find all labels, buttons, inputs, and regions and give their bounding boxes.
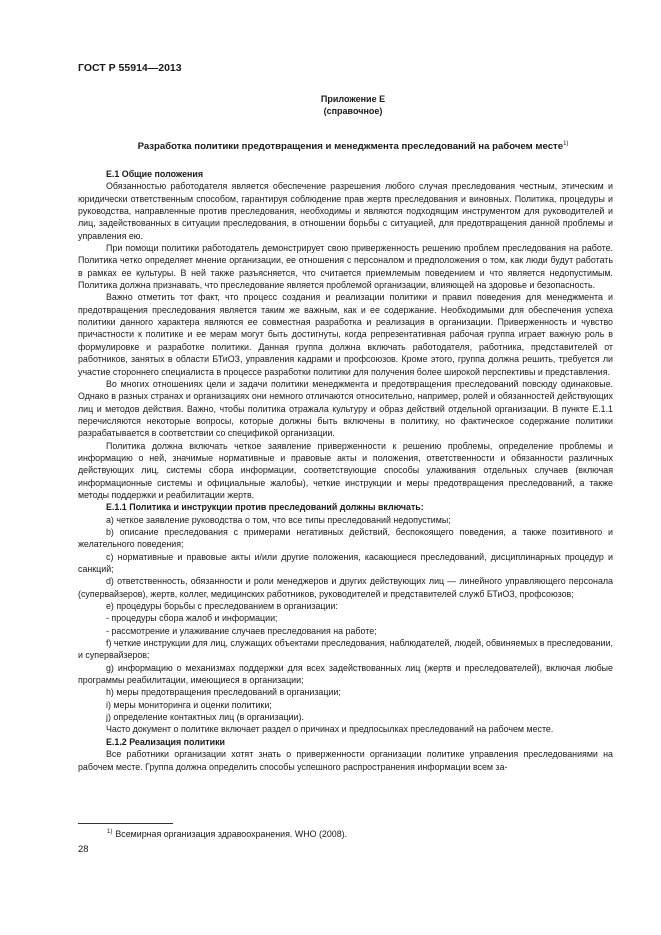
footnote-divider [78, 823, 173, 824]
footnote-ref: 1) [563, 141, 569, 147]
appendix-title: Приложение Е [320, 94, 386, 104]
list-item: f) четкие инструкции для лиц, служащих объектами преследования, наблюдателей, людей, обвиняемых в преследовании, и супервайзеров; [78, 638, 613, 661]
footnote-mark: 1) [107, 829, 113, 835]
list-item: i) меры мониторинга и оценки политики; [106, 699, 272, 710]
list-item: - рассмотрение и улаживание случаев преследования на работе; [106, 625, 377, 636]
footnote [107, 829, 347, 839]
paragraph: Во многих отношениях цели и задачи политики менеджмента и предотвращения преследований повсюду одинаковые. Однако в разных странах и организациях они немного отличаются относительно, например, ролей и обязанностей действующих лиц и методов действия. Важно, чтобы политика отражала культуру и образ действий отдельной организации. В пункте Е.1.1 перечисляются некоторые вопросы, которые должны быть включены в политику, но фактическое содержание политики разрабатывается в соответствии со спецификой организации. [78, 378, 613, 439]
paragraph: При помощи политики работодатель демонстрирует свою приверженность решению проблем преследования на работе. Политика четко определяет мнение организации, ее отношения с персоналом и предположения о том, как люди будут работать в рамках ее культуры. В ней также разъясняется, что считается приемлемым поведением и что является недопустимым. Политика должна признавать, что преследование является проблемой организации, влияющей на здоровье и безопасность. [78, 243, 613, 291]
paragraph: Важно отметить тот факт, что процесс создания и реализации политики и правил поведения для менеджмента и предотвращения преследования является таким же важным, как и ее содержание. Необходимыми для обеспечения успеха политики данного характера являются ее совместная разработка и реализация в организации. Приверженность и чувство причастности к политике и ее мерам могут быть достигнуты, когда репрезентативная рабочая группа играет важную роль в формулировке и разработке политики. Данная группа должна включать работодателя, работника, представителей от работников, занятых в области БТиОЗ, управления кадрами и профсоюзов. Кроме этого, группа должна решить, требуется ли участие стороннего специалиста в процессе разработки политики для получения более широкой перспективы и представления. [78, 292, 613, 377]
list-item: d) ответственность, обязанности и роли менеджеров и других действующих лиц — линейного управляющего персонала (супервайзеров), жертв, коллег, медицинских работников, руководителей и представителей служб БТиОЗ, профсоюзов; [78, 576, 613, 599]
list-item: g) информацию о механизмах поддержки для всех задействованных лиц (жертв и преследователей), включая любые программы реабилитации, имеющиеся в организации; [78, 662, 613, 686]
section-title-text: Разработка политики предотвращения и менеджмента преследований на рабочем месте [137, 141, 564, 152]
document-header: ГОСТ Р 55914—2013 [78, 62, 182, 74]
page-number: 28 [78, 844, 89, 855]
paragraph: Обязанностью работодателя является обеспечение разрешения любого случая преследования честным, этическим и юридически ответственным способом, гарантируя соблюдение прав жертв преследования и виновных. Политика, процедуры и руководства, направленные против преследования, необходимы и являются подходящим инструментом для руководителей и лиц, задействованных в ситуации преследования, в отношении борьбы с ситуацией, для предотвращения данной проблемы и управления ею. [78, 181, 613, 241]
section-title [78, 141, 628, 152]
list-item: j) определение контактных лиц (в организации). [106, 712, 304, 723]
list-item: e) процедуры борьбы с преследованием в организации: [106, 601, 338, 612]
appendix-note: (справочное) [323, 106, 383, 116]
subsection-heading: Е.1.2 Реализация политики [106, 736, 225, 747]
subsection-heading: Е.1.1 Политика и инструкции против преследований должны включать: [106, 502, 424, 513]
body-text [78, 168, 613, 773]
paragraph: Политика должна включать четкое заявление приверженности к решению проблемы, определение проблемы и информацию о ней, значимые нормативные и правовые акты и положения, ответственности и обязанности различных действующих лиц, системы сбора информации, соответствующие способы улаживания отдельных случаев (включая информационные системы и официальные жалобы), четкие инструкции и меры предотвращения преследований, а также методы поддержки и реабилитации жертв. [78, 440, 613, 500]
paragraph: Все работники организации хотят знать о приверженности организации политике управления преследованиями на рабочем месте. Группа должна определить способы успешного распространения информации всем за- [78, 749, 613, 772]
list-item: b) описание преследования с примерами негативных действий, беспокоящего поведения, а также позитивного и желательного поведения; [78, 526, 613, 550]
paragraph: Часто документ о политике включает раздел о причинах и предпосылках преследований на рабочем месте. [106, 724, 554, 735]
subsection-heading: Е.1 Общие положения [106, 169, 204, 179]
appendix-heading [0, 93, 661, 117]
list-item: а) четкое заявление руководства о том, что все типы преследований недопустимы; [106, 514, 451, 525]
list-item: h) меры предотвращения преследований в организации; [106, 687, 341, 698]
footnote-text: Всемирная организация здравоохранения. WHO (2008). [115, 829, 348, 839]
list-item: - процедуры сбора жалоб и информации; [106, 613, 278, 624]
list-item: c) нормативные и правовые акты и/или другие положения, касающиеся преследований, дисциплинарных процедур и санкций; [78, 551, 613, 574]
